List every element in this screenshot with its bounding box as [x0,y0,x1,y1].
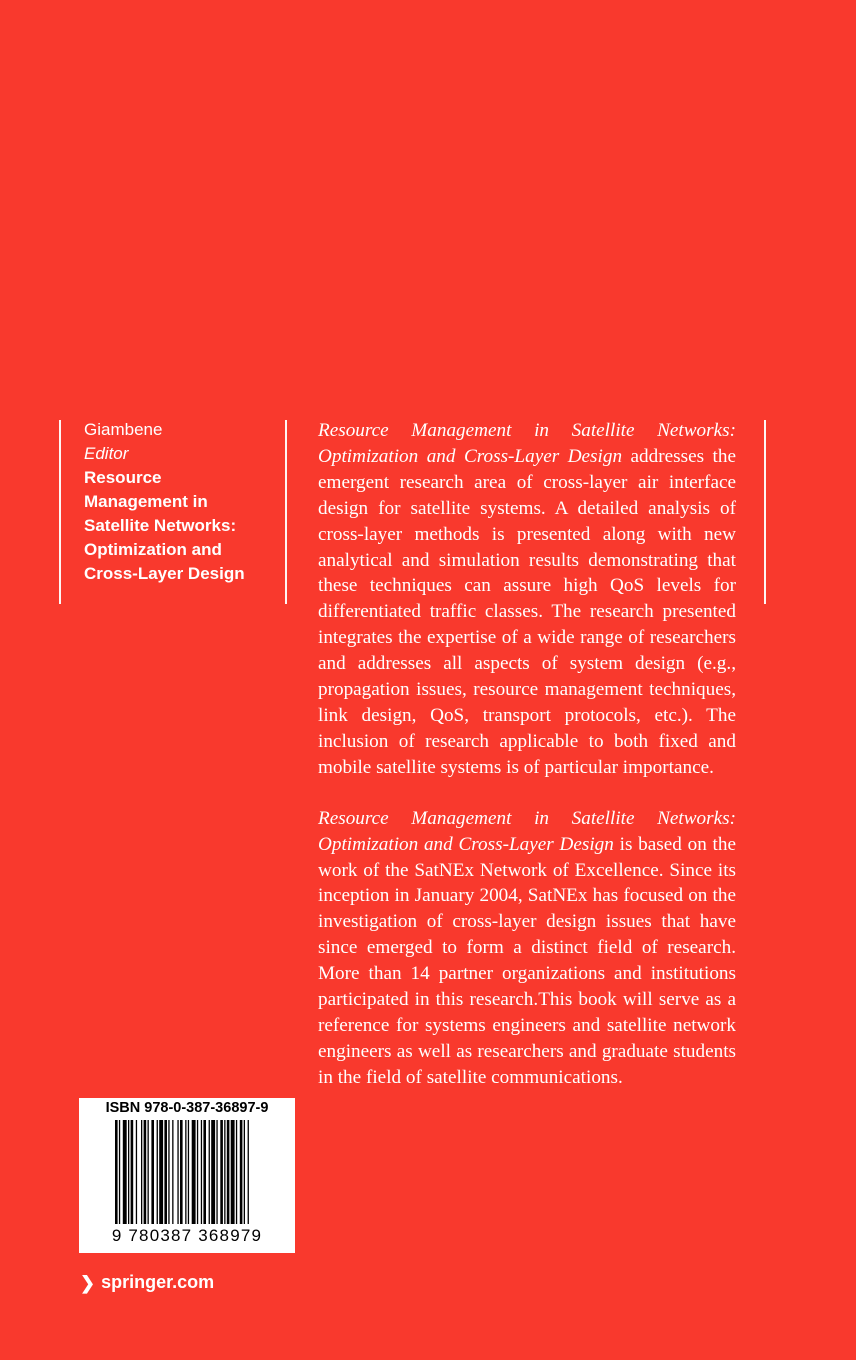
barcode-bar [164,1120,167,1224]
barcode-bar [197,1120,198,1224]
publisher-url: springer.com [101,1272,215,1292]
barcode-bar [248,1120,249,1224]
description-paragraph-2 [318,806,736,1091]
barcode-bar [148,1120,149,1224]
barcode-bar [131,1120,134,1224]
barcode-bar [157,1120,158,1224]
barcode-bar [119,1120,120,1224]
barcode-bar [211,1120,215,1224]
barcode-image [115,1120,295,1224]
barcode-digits: 9 780387 368979 [111,1226,263,1245]
barcode-bar [236,1120,237,1224]
title-line: Optimization and [84,540,222,559]
description-body: addresses the emergent research area of cross-layer air interface design for satellite systems. A detailed analysis of cross-layer methods is presented along with new analytical and simulation results demonstrating that these techniques can assure high QoS levels for differentiated traffic classes. The research presented integrates the expertise of a wide range of researchers and addresses all aspects of system design (e.g., propagation issues, resource management techniques, link design, QoS, transport protocols, etc.). The inclusion of research applicable to both fixed and mobile satellite systems is of particular importance. [318,445,736,778]
barcode-bar [185,1120,186,1224]
barcode-bar [216,1120,217,1224]
author-name: Giambene [84,420,163,439]
title-line: Satellite Networks: [84,516,237,535]
barcode-bar [244,1120,245,1224]
barcode-bar [115,1120,118,1224]
barcode-bar [240,1120,243,1224]
barcode-bar [144,1120,147,1224]
publisher-link[interactable] [80,1272,214,1293]
barcode-bar [151,1120,154,1224]
barcode-bar [123,1120,127,1224]
isbn-barcode-box [79,1098,295,1253]
barcode-bar [180,1120,183,1224]
left-divider-line [59,420,61,604]
description-body: is based on the work of the SatNEx Network of Excellence. Since its inception in January 2004, SatNEx has focused on the investigation of cross-layer design issues that have since emerged to form a distinct field of research. More than 14 partner organizations and institutions participated in this research.This book will serve as a reference for systems engineers and satellite network engineers as well as researchers and graduate students in the field of satellite communications. [318,833,736,1088]
author-role: Editor [84,444,129,463]
isbn-label: ISBN 978-0-387-36897-9 [105,1100,269,1116]
book-title [84,466,274,586]
spine-info [84,418,274,586]
book-description [318,418,736,1116]
barcode-bar [188,1120,189,1224]
barcode-bar [227,1120,230,1224]
title-line: Cross-Layer Design [84,564,245,583]
title-line: Management in [84,492,208,511]
barcode-bar [201,1120,202,1224]
barcode-bar [159,1120,163,1224]
middle-divider-line [285,420,287,604]
barcode-bar [209,1120,210,1224]
barcode-bar [231,1120,235,1224]
barcode-bar [203,1120,206,1224]
title-line: Resource [84,468,162,487]
barcode-bar [224,1120,225,1224]
barcode-bar [141,1120,142,1224]
right-divider-line [764,420,766,604]
chevron-right-icon: ❯ [80,1272,96,1293]
barcode-bar [192,1120,196,1224]
barcode-bar [172,1120,173,1224]
description-paragraph-1 [318,418,736,781]
barcode-bar [168,1120,169,1224]
barcode-bar [136,1120,137,1224]
barcode-bar [128,1120,129,1224]
description-title-italic: Resource Management in Satellite Networks: Optimization and Cross-Layer Design [318,420,736,467]
barcode-bar [177,1120,178,1224]
description-title-italic: Resource Management in Satellite Networks: Optimization and Cross-Layer Design [318,807,736,855]
barcode-bar [220,1120,223,1224]
